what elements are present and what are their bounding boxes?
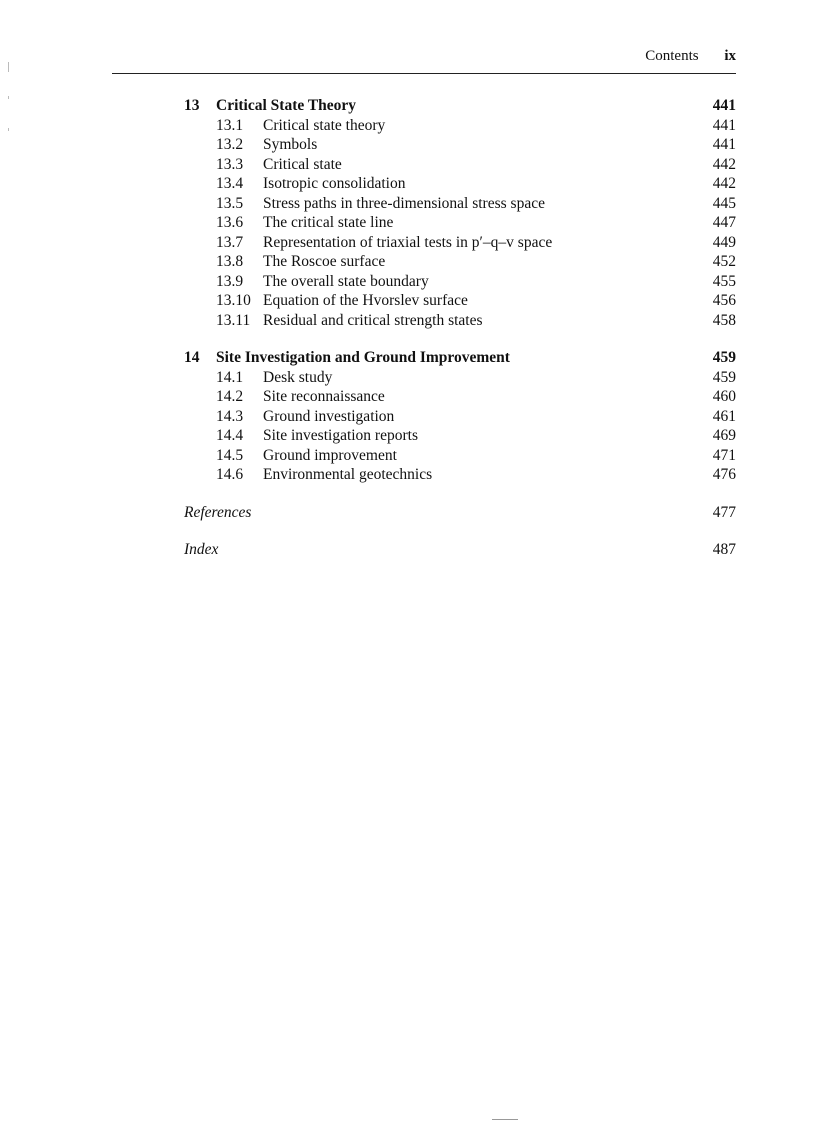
section-number: 13.1 (216, 116, 244, 134)
section-number: 14.2 (216, 388, 244, 405)
section-page: 458 (712, 311, 736, 329)
toc-section-row[interactable] (184, 174, 736, 194)
section-title: Desk study (263, 368, 333, 386)
chapter-page: 459 (712, 349, 736, 366)
toc-section-row[interactable] (184, 135, 736, 155)
section-page: 455 (712, 272, 736, 290)
chapter-title: Critical State Theory (216, 97, 357, 114)
section-page: 442 (712, 175, 736, 192)
section-number: 13.4 (216, 175, 244, 192)
section-page: 445 (712, 194, 736, 212)
spacer (184, 330, 736, 348)
section-number: 13.8 (216, 253, 244, 270)
toc-section-row[interactable] (184, 194, 736, 214)
section-page: 441 (712, 116, 736, 134)
toc-section-row[interactable] (184, 116, 736, 136)
chapter-page: 441 (712, 97, 736, 114)
toc-section-row[interactable] (184, 446, 736, 466)
section-page: 456 (712, 292, 736, 309)
section-number: 13.9 (216, 272, 244, 290)
scan-artifact (8, 128, 9, 131)
section-title: Residual and critical strength states (263, 311, 483, 329)
section-title: Critical state theory (263, 116, 386, 134)
chapter-number: 13 (184, 97, 200, 114)
section-number: 13.7 (216, 233, 244, 251)
chapter-title: Site Investigation and Ground Improvement (216, 349, 510, 366)
scan-artifact (8, 62, 9, 72)
toc-section-row[interactable] (184, 233, 736, 253)
section-title: Ground improvement (263, 446, 397, 464)
header-rule (112, 73, 736, 74)
toc-section-row[interactable] (184, 407, 736, 427)
section-number: 14.1 (216, 368, 244, 386)
section-number: 14.6 (216, 466, 244, 483)
section-page: 460 (712, 388, 736, 405)
toc-section-row[interactable] (184, 291, 736, 311)
chapter-14-entry[interactable] (184, 348, 736, 368)
section-number: 13.10 (216, 292, 251, 309)
section-title: Ground investigation (263, 407, 395, 425)
section-title: Site investigation reports (263, 427, 418, 444)
chapter-number: 14 (184, 349, 200, 366)
toc-section-row[interactable] (184, 272, 736, 292)
section-title: The critical state line (263, 214, 394, 231)
toc-section-row[interactable] (184, 252, 736, 272)
back-matter-page: 487 (712, 541, 736, 558)
toc-section-row[interactable] (184, 387, 736, 407)
section-number: 13.2 (216, 136, 244, 153)
section-number: 14.5 (216, 446, 244, 464)
header-label: Contents (645, 48, 699, 64)
section-number: 13.3 (216, 155, 244, 173)
toc-section-row[interactable] (184, 213, 736, 233)
references-entry[interactable] (184, 503, 736, 523)
section-page: 441 (712, 136, 736, 153)
section-number: 14.4 (216, 427, 244, 444)
section-title: Symbols (263, 136, 318, 153)
spacer (184, 485, 736, 503)
table-of-contents (184, 96, 736, 560)
toc-section-row[interactable] (184, 465, 736, 485)
toc-section-row[interactable] (184, 368, 736, 388)
section-page: 469 (712, 427, 736, 444)
section-number: 13.6 (216, 214, 244, 231)
section-page: 442 (712, 155, 736, 173)
section-title: Equation of the Hvorslev surface (263, 292, 468, 309)
toc-section-row[interactable] (184, 311, 736, 331)
scan-artifact (492, 1119, 518, 1120)
toc-section-row[interactable] (184, 155, 736, 175)
section-page: 476 (712, 466, 736, 483)
toc-section-row[interactable] (184, 426, 736, 446)
section-page: 449 (712, 233, 736, 251)
back-matter-page: 477 (712, 503, 736, 521)
section-page: 452 (712, 253, 736, 270)
section-page: 471 (712, 446, 736, 464)
scan-artifact (8, 96, 9, 99)
section-page: 459 (712, 368, 736, 386)
section-title: Stress paths in three-dimensional stress space (263, 194, 545, 212)
back-matter-title: References (184, 503, 252, 521)
section-title: Representation of triaxial tests in p′–q–v space (263, 233, 553, 251)
section-title: Environmental geotechnics (263, 466, 433, 483)
index-entry[interactable] (184, 540, 736, 560)
header-page-number: ix (724, 48, 736, 64)
section-title: The Roscoe surface (263, 253, 386, 270)
section-title: Site reconnaissance (263, 388, 385, 405)
section-number: 14.3 (216, 407, 244, 425)
section-title: Isotropic consolidation (263, 175, 406, 192)
section-title: Critical state (263, 155, 342, 173)
running-header (645, 46, 736, 66)
chapter-13-entry[interactable] (184, 96, 736, 116)
back-matter-title: Index (184, 541, 219, 558)
section-page: 461 (712, 407, 736, 425)
section-title: The overall state boundary (263, 272, 429, 290)
section-number: 13.5 (216, 194, 244, 212)
spacer (184, 522, 736, 540)
section-page: 447 (712, 214, 736, 231)
section-number: 13.11 (216, 311, 251, 329)
